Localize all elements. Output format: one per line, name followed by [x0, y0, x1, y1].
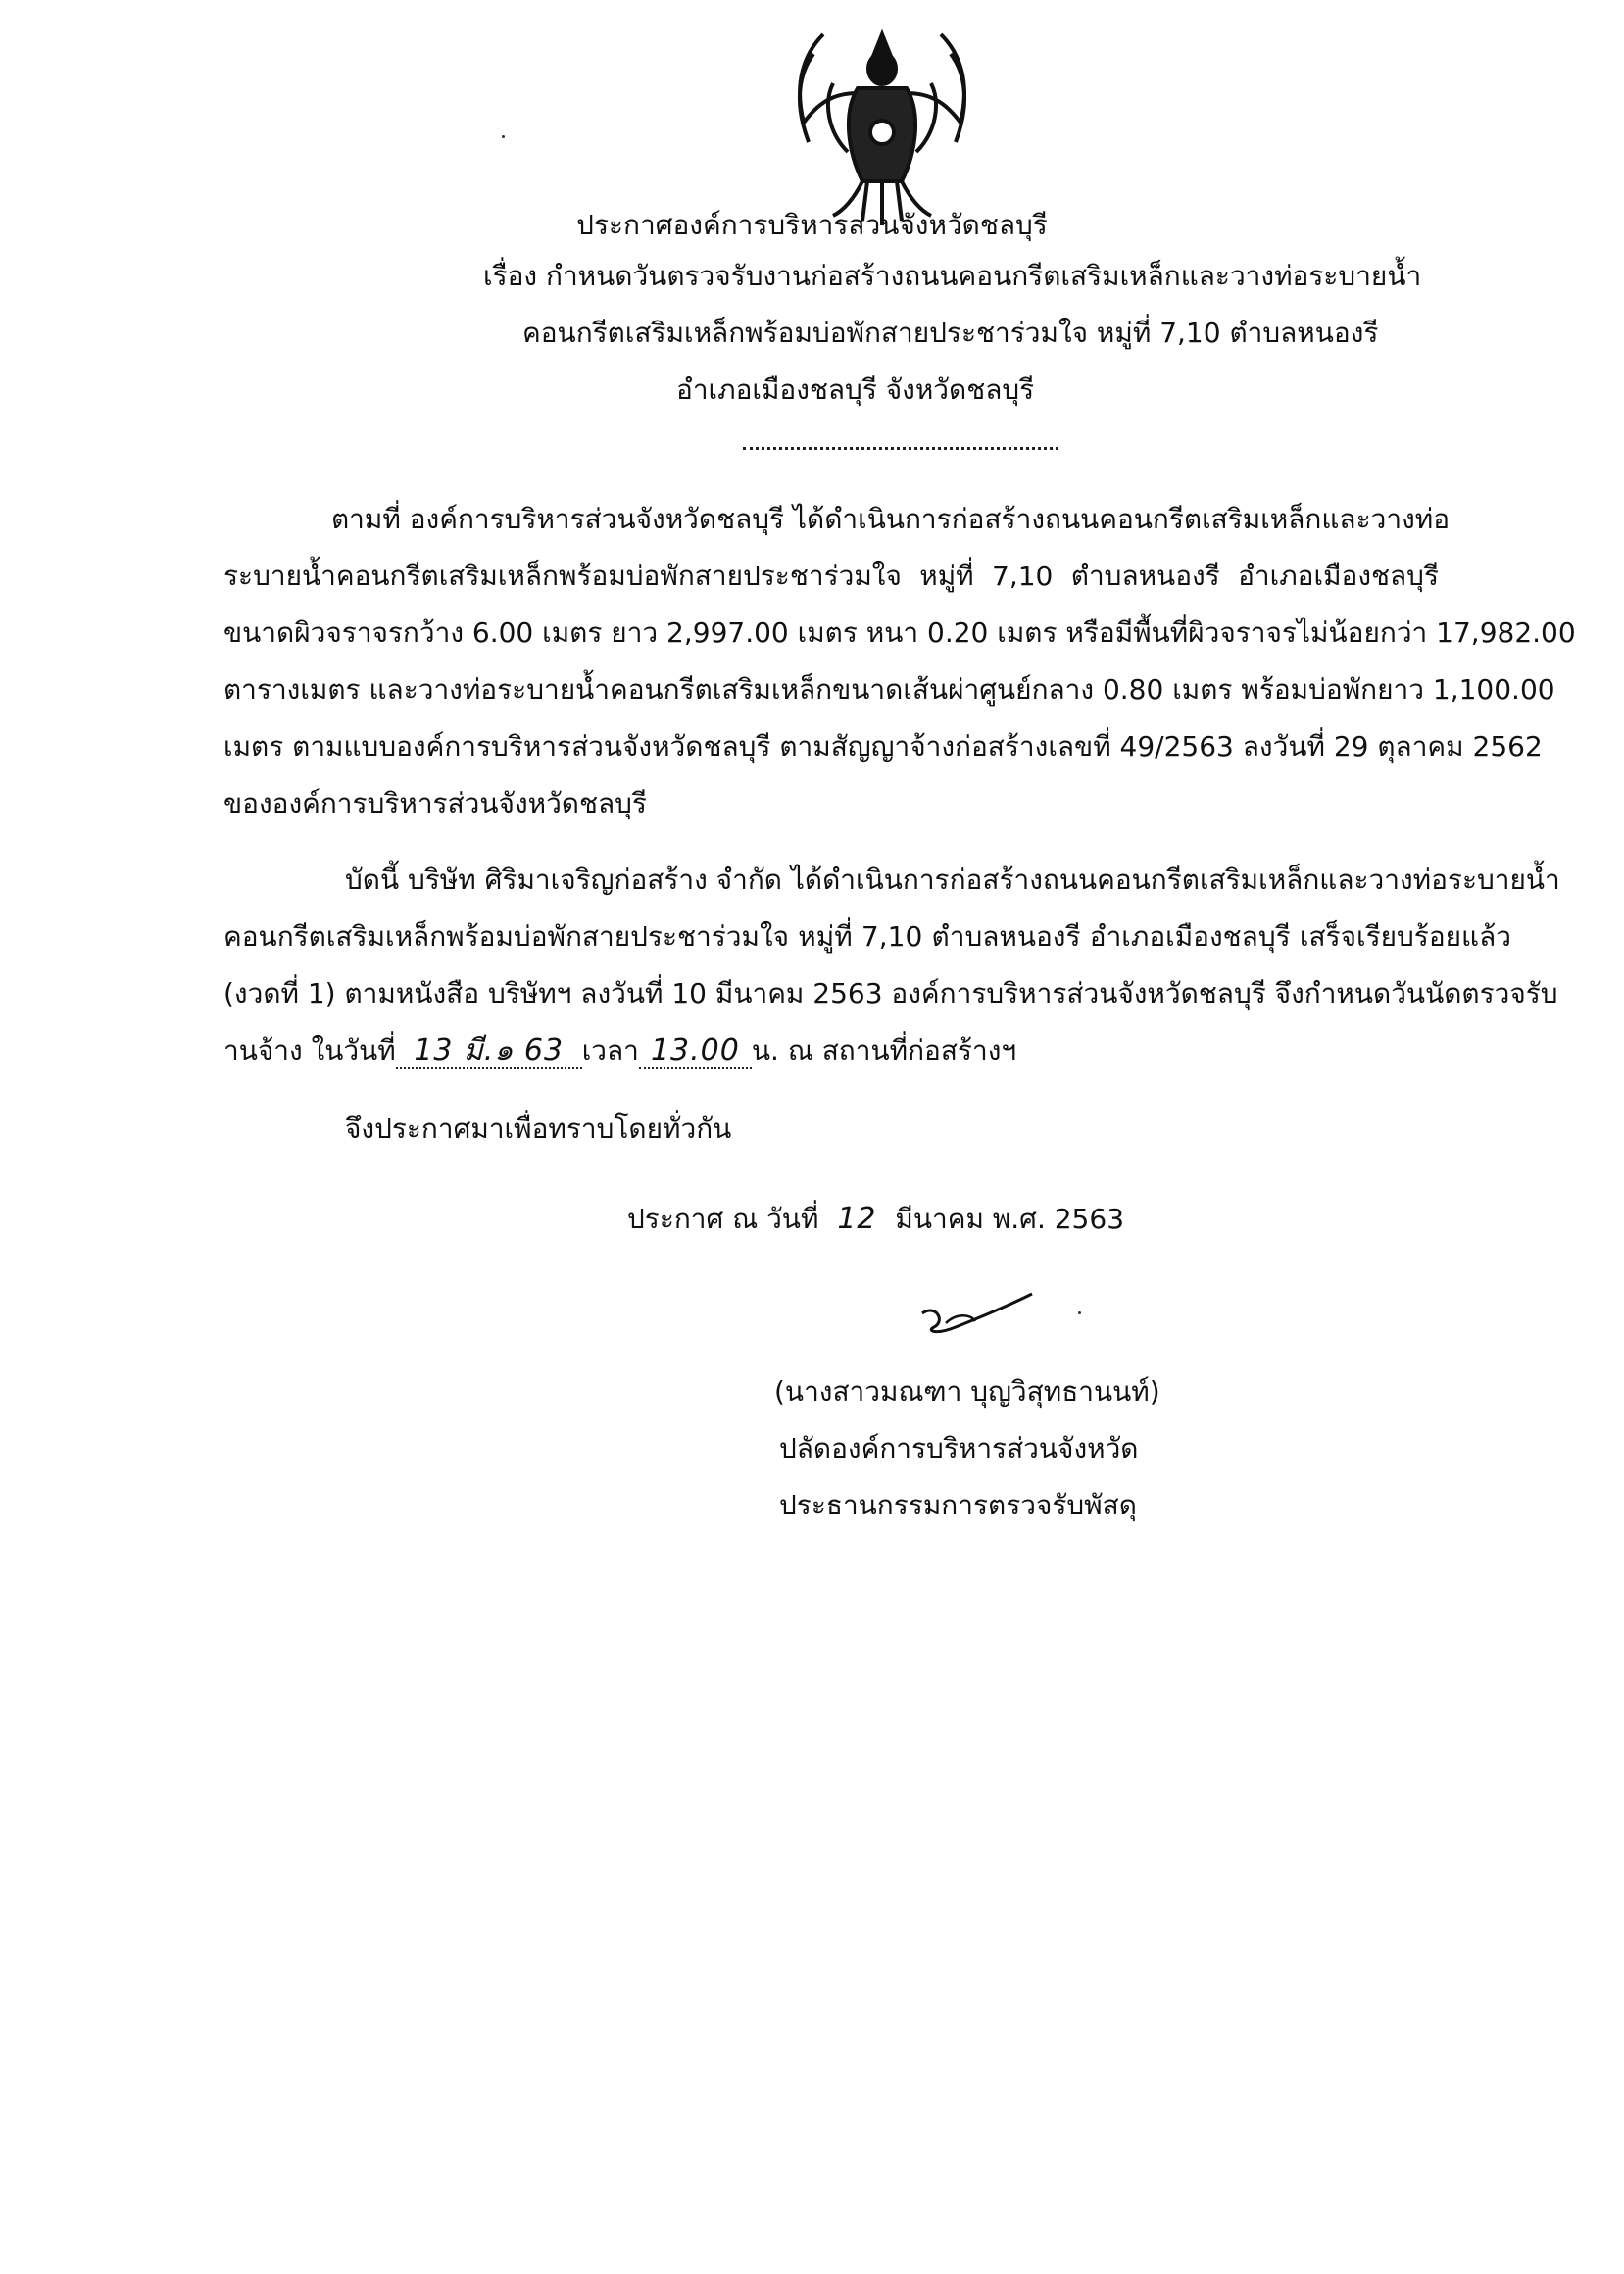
signatory-name: (นางสาวมณฑา บุญวิสุทธานนท์) — [774, 1375, 1160, 1408]
subject-line-1: เรื่อง กำหนดวันตรวจรับงานก่อสร้างถนนคอนกรีตเสริมเหล็กและวางท่อระบายน้ำ — [483, 260, 1422, 292]
dateline — [627, 1200, 1124, 1239]
appointment-date-handwritten: 13 มี.๑ 63 — [396, 1034, 582, 1069]
signatory-position-1: ปลัดองค์การบริหารส่วนจังหวัด — [779, 1432, 1139, 1464]
title-separator — [743, 447, 1058, 450]
document-title: ประกาศองค์การบริหารส่วนจังหวัดชลบุรี — [576, 209, 1048, 241]
paragraph-2-line: บัดนี้ บริษัท ศิริมาเจริญก่อสร้าง จำกัด ได้ดำเนินการก่อสร้างถนนคอนกรีตเสริมเหล็กและวางท่อระบายน้ำ — [345, 864, 1560, 896]
paragraph-1-line: ขององค์การบริหารส่วนจังหวัดชลบุรี — [223, 787, 647, 819]
paragraph-2-line: (งวดที่ 1) ตามหนังสือ บริษัทฯ ลงวันที่ 10 มีนาคม 2563 องค์การบริหารส่วนจังหวัดชลบุรี จึงกำหนดวันนัดตรวจรับ — [223, 977, 1558, 1010]
subject-line-2: คอนกรีตเสริมเหล็กพร้อมบ่อพักสายประชาร่วมใจ หมู่ที่ 7,10 ตำบลหนองรี — [522, 317, 1379, 349]
appointment-suffix: น. ณ สถานที่ก่อสร้างฯ — [751, 1034, 1017, 1066]
paragraph-1-line: ระบายน้ำคอนกรีตเสริมเหล็กพร้อมบ่อพักสายประชาร่วมใจ หมู่ที่ 7,10 ตำบลหนองรี อำเภอเมืองชลบุรี — [223, 560, 1439, 592]
appointment-prefix: านจ้าง ในวันที่ — [223, 1034, 396, 1066]
dateline-suffix: มีนาคม พ.ศ. 2563 — [895, 1203, 1125, 1235]
paragraph-1-line: ขนาดผิวจราจรกว้าง 6.00 เมตร ยาว 2,997.00 เมตร หนา 0.20 เมตร หรือมีพื้นที่ผิวจราจรไม่น้อยกว่า 17,982.00 — [223, 617, 1576, 649]
paragraph-2-last-line — [223, 1031, 1016, 1070]
paragraph-1-line: ตารางเมตร และวางท่อระบายน้ำคอนกรีตเสริมเหล็กขนาดเส้นผ่าศูนย์กลาง 0.80 เมตร พร้อมบ่อพักยาว 1,100.00 — [223, 673, 1555, 706]
handwritten-signature — [916, 1284, 1044, 1343]
signatory-position-2: ประธานกรรมการตรวจรับพัสดุ — [779, 1489, 1137, 1521]
time-label: เวลา — [581, 1034, 639, 1066]
scan-speck — [502, 135, 505, 138]
subject-line-3: อำเภอเมืองชลบุรี จังหวัดชลบุรี — [676, 373, 1035, 406]
announce-line: จึงประกาศมาเพื่อทราบโดยทั่วกัน — [345, 1112, 732, 1145]
paragraph-2-line: คอนกรีตเสริมเหล็กพร้อมบ่อพักสายประชาร่วมใจ หมู่ที่ 7,10 ตำบลหนองรี อำเภอเมืองชลบุรี เสร็จเรียบร้อยแล้ว — [223, 920, 1511, 953]
paragraph-1-line: ตามที่ องค์การบริหารส่วนจังหวัดชลบุรี ได้ดำเนินการก่อสร้างถนนคอนกรีตเสริมเหล็กและวางท่อ — [331, 503, 1451, 535]
garuda-emblem-icon — [764, 15, 1000, 230]
appointment-time-handwritten: 13.00 — [639, 1034, 752, 1069]
paragraph-1-line: เมตร ตามแบบองค์การบริหารส่วนจังหวัดชลบุรี ตามสัญญาจ้างก่อสร้างเลขที่ 49/2563 ลงวันที่ 29 ตุลาคม 2562 — [223, 730, 1543, 763]
dateline-prefix: ประกาศ ณ วันที่ — [627, 1203, 819, 1235]
dateline-day-handwritten: 12 — [837, 1202, 877, 1236]
scan-speck — [1078, 1311, 1081, 1314]
